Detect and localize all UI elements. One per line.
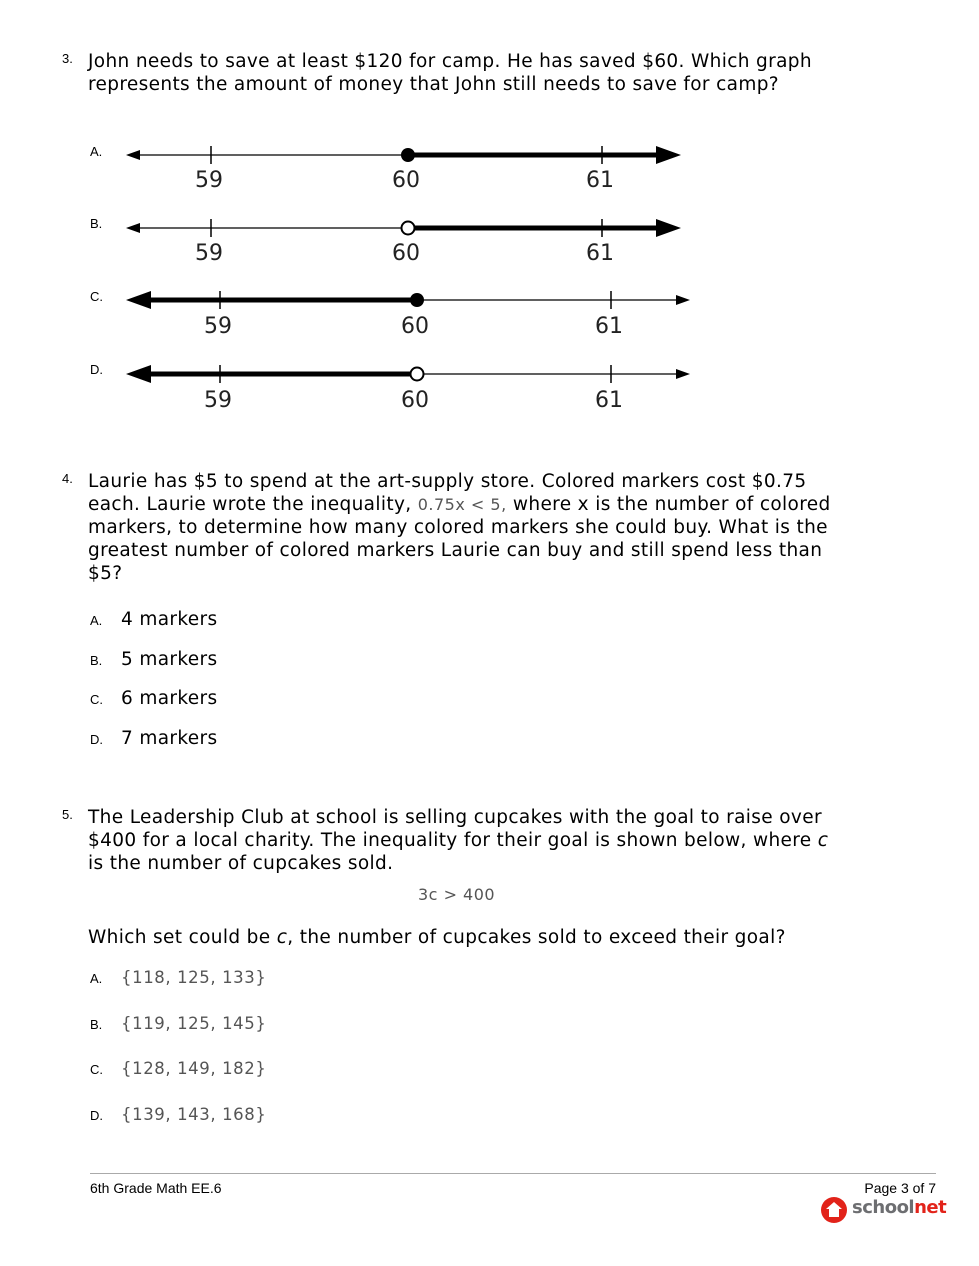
question-number: 4.: [62, 471, 73, 486]
question-text: Laurie has $5 to spend at the art-supply store. Colored markers cost $0.75 each. Laurie wrote the inequality, 0.75x < 5, where x is the number of colored markers, to determine how many colored markers she could buy. What is the greatest number of colored markers Laurie can buy and still spend less than $5?: [88, 471, 831, 584]
tick-label: 61: [595, 388, 623, 413]
tick-label: 59: [204, 314, 232, 339]
question-4: [62, 470, 842, 585]
page-number: Page 3 of 7: [864, 1180, 936, 1196]
footer-divider: [90, 1173, 936, 1174]
inequality: 0.75x < 5,: [417, 495, 507, 514]
question-3: [62, 50, 842, 96]
option-text: 4 markers: [121, 609, 218, 630]
option-letter: A.: [90, 613, 103, 628]
question-5: [62, 806, 842, 875]
question-number: 5.: [62, 807, 73, 822]
tick-label: 59: [195, 241, 223, 266]
option-text: 7 markers: [121, 728, 218, 749]
option-letter: C.: [90, 1062, 103, 1077]
option-text: {139, 143, 168}: [121, 1105, 267, 1124]
option-letter: B.: [90, 216, 103, 231]
question-prompt: Which set could be c, the number of cupcakes sold to exceed their goal?: [88, 927, 786, 948]
option-letter: D.: [90, 362, 103, 377]
number-line-b: [120, 213, 690, 243]
option-letter: C.: [90, 692, 103, 707]
option-letter: A.: [90, 971, 103, 986]
tick-label: 61: [586, 168, 614, 193]
tick-label: 60: [401, 388, 429, 413]
option-letter: B.: [90, 1017, 103, 1032]
option-letter: B.: [90, 653, 103, 668]
tick-label: 61: [595, 314, 623, 339]
number-line-a: [120, 140, 690, 170]
tick-label: 60: [392, 168, 420, 193]
option-text: {128, 149, 182}: [121, 1059, 267, 1078]
option-letter: A.: [90, 144, 103, 159]
logo-text: schoolnet: [852, 1197, 947, 1218]
option-text: {119, 125, 145}: [121, 1014, 267, 1033]
footer-title: 6th Grade Math EE.6: [90, 1180, 222, 1196]
option-letter: D.: [90, 732, 103, 747]
question-number: 3.: [62, 51, 73, 66]
question-text: The Leadership Club at school is selling cupcakes with the goal to raise over $400 for a local charity. The inequality for their goal is shown below, where c is the number of cupcakes sold.: [88, 807, 829, 874]
schoolnet-logo: [820, 1196, 947, 1224]
tick-label: 60: [392, 241, 420, 266]
option-letter: C.: [90, 289, 103, 304]
option-text: 6 markers: [121, 688, 218, 709]
number-line-c: [120, 285, 695, 315]
option-letter: D.: [90, 1108, 103, 1123]
house-icon: [820, 1196, 848, 1224]
number-line-d: [120, 359, 695, 389]
option-text: {118, 125, 133}: [121, 968, 267, 987]
tick-label: 59: [195, 168, 223, 193]
question-text: John needs to save at least $120 for camp. He has saved $60. Which graph represents the amount of money that John still needs to save for camp?: [88, 51, 812, 95]
tick-label: 61: [586, 241, 614, 266]
inequality: 3c > 400: [418, 885, 496, 904]
tick-label: 60: [401, 314, 429, 339]
option-text: 5 markers: [121, 649, 218, 670]
tick-label: 59: [204, 388, 232, 413]
